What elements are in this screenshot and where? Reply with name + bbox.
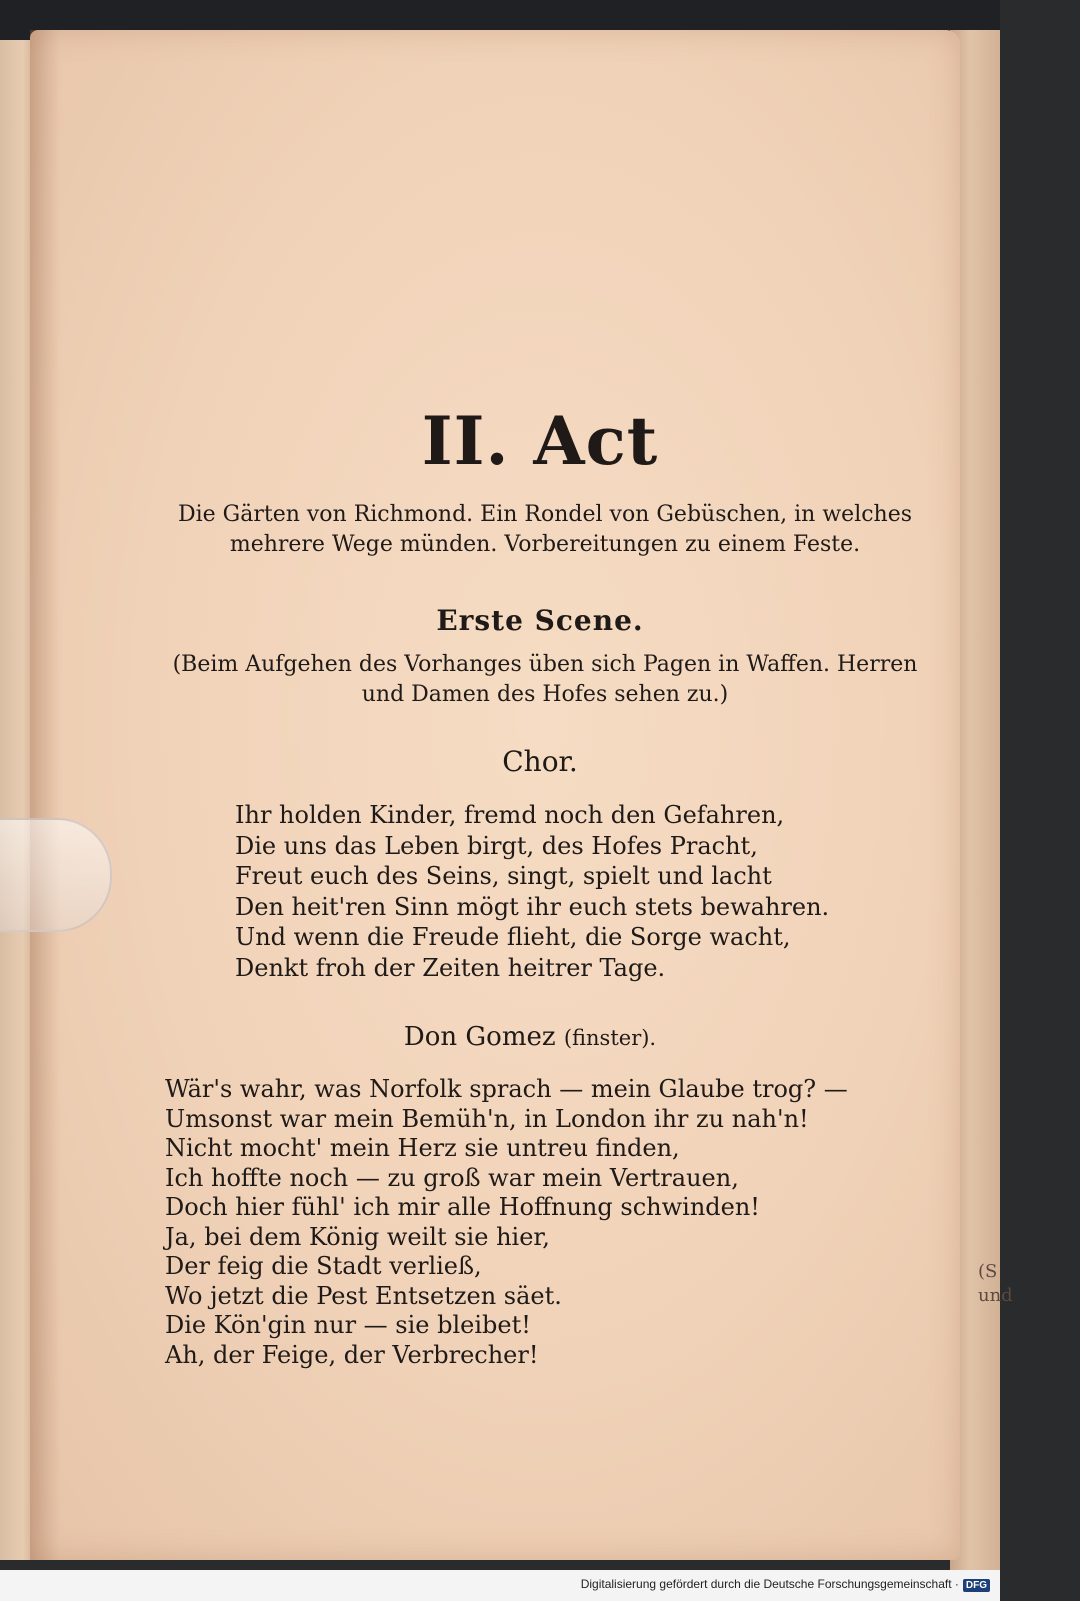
verse-line: Ja, bei dem König weilt sie hier, — [165, 1222, 550, 1251]
verse-line: Ah, der Feige, der Verbrecher! — [165, 1340, 539, 1369]
scene-direction: (Beim Aufgehen des Vorhanges üben sich Pagen in Waffen. Herren und Damen des Hofes sehen zu.) — [172, 652, 918, 707]
scene-title: Erste Scene. — [436, 604, 644, 637]
verse-line: Freut euch des Seins, singt, spielt und lacht — [235, 862, 772, 890]
fragment-line: und — [978, 1285, 1013, 1306]
verse-line: Wo jetzt die Pest Entsetzen säet. — [165, 1281, 562, 1310]
next-page-text-fragment — [978, 1260, 1013, 1308]
verse-line: Die uns das Leben birgt, des Hofes Pracht, — [235, 831, 758, 860]
fragment-line: (S — [978, 1261, 998, 1282]
digitization-credit — [581, 1577, 990, 1592]
verse-line: Denkt froh der Zeiten heitrer Tage. — [235, 953, 666, 982]
gomez-verse — [165, 1075, 848, 1370]
speaker-note: (finster). — [563, 1026, 657, 1050]
page-gutter-shadow — [30, 30, 60, 1560]
speaker-name: Don Gomez — [403, 1022, 556, 1052]
credit-text: Digitalisierung gefördert durch die Deutsche Forschungsgemeinschaft · — [580, 1577, 959, 1591]
speaker-gomez — [0, 1022, 1060, 1052]
speaker-chor: Chor. — [502, 745, 578, 778]
verse-line: Der feig die Stadt verließ, — [165, 1252, 482, 1280]
verse-line: Wär's wahr, was Norfolk sprach — mein Glaube trog? — — [165, 1075, 848, 1103]
transparent-page-clip — [0, 818, 112, 932]
dfg-logo: DFG — [963, 1579, 990, 1592]
act-title: II. Act — [421, 402, 659, 480]
act-stage-direction: Die Gärten von Richmond. Ein Rondel von Gebüschen, in welches mehrere Wege münden. Vorbereitungen zu einem Feste. — [177, 502, 913, 557]
verse-line: Nicht mocht' mein Herz sie untreu finden, — [165, 1134, 680, 1162]
verse-line: Den heit'ren Sinn mögt ihr euch stets bewahren. — [235, 892, 830, 921]
chor-verse — [235, 800, 829, 983]
verse-line: Und wenn die Freude flieht, die Sorge wacht, — [235, 923, 791, 951]
verse-line: Die Kön'gin nur — sie bleibet! — [165, 1311, 531, 1339]
verse-line: Ihr holden Kinder, fremd noch den Gefahren, — [235, 801, 785, 829]
verse-line: Ich hoffte noch — zu groß war mein Vertrauen, — [165, 1163, 739, 1192]
verse-line: Doch hier fühl' ich mir alle Hoffnung schwinden! — [165, 1193, 760, 1221]
verse-line: Umsonst war mein Bemüh'n, in London ihr zu nah'n! — [165, 1104, 809, 1133]
